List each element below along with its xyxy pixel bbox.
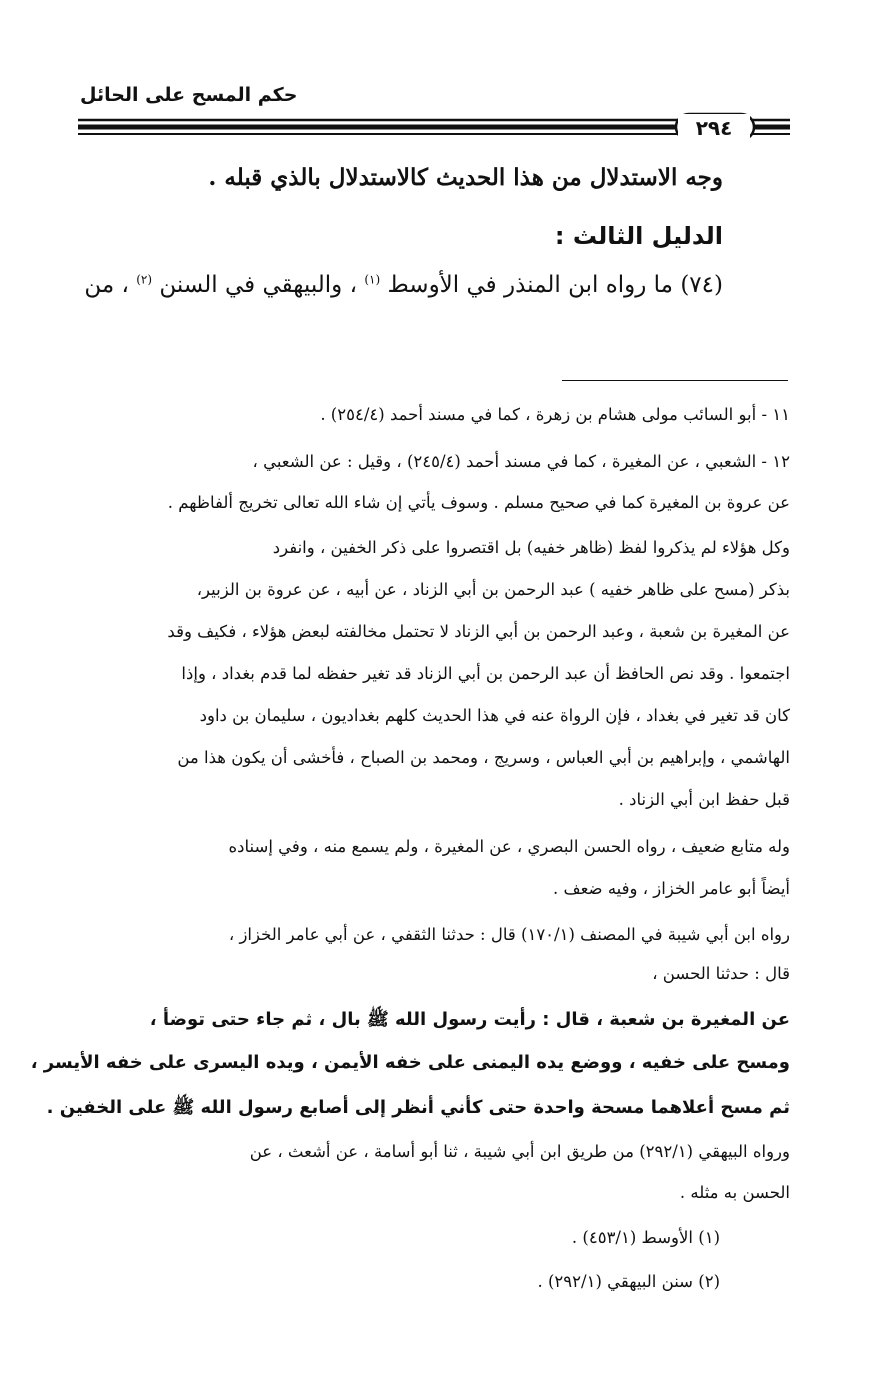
footnote-line: وله متابع ضعيف ، رواه الحسن البصري ، عن المغيرة ، ولم يسمع منه ، وفي إسناده <box>228 837 790 856</box>
footnote-line: الهاشمي ، وإبراهيم بن أبي العباس ، وسريج ، ومحمد بن الصباح ، فأخشى أن يكون هذا من <box>177 748 790 767</box>
line3-part-a: (٧٤) ما رواه ابن المنذر في الأوسط <box>387 272 723 298</box>
footnote-line: بذكر (مسح على ظاهر خفيه ) عبد الرحمن بن أبي الزناد ، عن أبيه ، عن عروة بن الزبير، <box>196 580 790 599</box>
body-line-1: وجه الاستدلال من هذا الحديث كالاستدلال بالذي قبله . <box>208 164 723 191</box>
footnote-line: رواه ابن أبي شيبة في المصنف (١٧٠/١) قال : حدثنا الثقفي ، عن أبي عامر الخزاز ، <box>228 925 790 944</box>
footnote-line: (٢) سنن البيهقي (٢٩٢/١) . <box>537 1272 720 1291</box>
running-title: حكم المسح على الحائل <box>80 84 298 106</box>
section-heading: الدليل الثالث : <box>554 222 723 250</box>
footnote-separator <box>562 380 788 381</box>
hadith-line: عن المغيرة بن شعبة ، قال : رأيت رسول الله ﷺ بال ، ثم جاء حتى توضأ ، <box>149 1009 790 1030</box>
footnote-line: ١١ - أبو السائب مولى هشام بن زهرة ، كما في مسند أحمد (٢٥٤/٤) . <box>320 405 790 424</box>
line3-part-c: ، من <box>84 272 129 298</box>
footnote-line: ورواه البيهقي (٢٩٢/١) من طريق ابن أبي شيبة ، ثنا أبو أسامة ، عن أشعث ، عن <box>249 1142 790 1161</box>
hadith-line: ثم مسح أعلاهما مسحة واحدة حتى كأني أنظر إلى أصابع رسول الله ﷺ على الخفين . <box>46 1097 790 1118</box>
page-number: ٢٩٤ <box>678 114 750 142</box>
hadith-line: ومسح على خفيه ، ووضع يده اليمنى على خفه الأيمن ، ويده اليسرى على خفه الأيسر ، <box>30 1052 790 1073</box>
footnote-line: اجتمعوا . وقد نص الحافظ أن عبد الرحمن بن أبي الزناد قد تغير حفظه لما قدم بغداد ، وإذا <box>181 664 790 683</box>
footnote-line: (١) الأوسط (٤٥٣/١) . <box>571 1228 720 1247</box>
footnote-line: وكل هؤلاء لم يذكروا لفظ (ظاهر خفيه) بل اقتصروا على ذكر الخفين ، وانفرد <box>272 538 790 557</box>
footnote-ref-1: (١) <box>364 272 381 287</box>
footnote-line: قال : حدثنا الحسن ، <box>652 964 790 983</box>
footnote-line: عن عروة بن المغيرة كما في صحيح مسلم . وسوف يأتي إن شاء الله تعالى تخريج ألفاظهم . <box>167 493 790 512</box>
footnote-line: ١٢ - الشعبي ، عن المغيرة ، كما في مسند أحمد (٢٤٥/٤) ، وقيل : عن الشعبي ، <box>252 452 790 471</box>
line3-part-b: ، والبيهقي في السنن <box>159 272 358 298</box>
footnote-line: أيضاً أبو عامر الخزاز ، وفيه ضعف . <box>553 879 790 898</box>
body-line-3 <box>70 272 723 298</box>
footnote-ref-2: (٢) <box>136 272 153 287</box>
footnote-line: كان قد تغير في بغداد ، فإن الرواة عنه في هذا الحديث كلهم بغداديون ، سليمان بن داود <box>199 706 790 725</box>
footnote-line: الحسن به مثله . <box>679 1183 790 1202</box>
footnote-line: عن المغيرة بن شعبة ، وعبد الرحمن بن أبي الزناد لا تحتمل مخالفته لبعض هؤلاء ، فكيف وقد <box>167 622 790 641</box>
footnote-line: قبل حفظ ابن أبي الزناد . <box>618 790 790 809</box>
